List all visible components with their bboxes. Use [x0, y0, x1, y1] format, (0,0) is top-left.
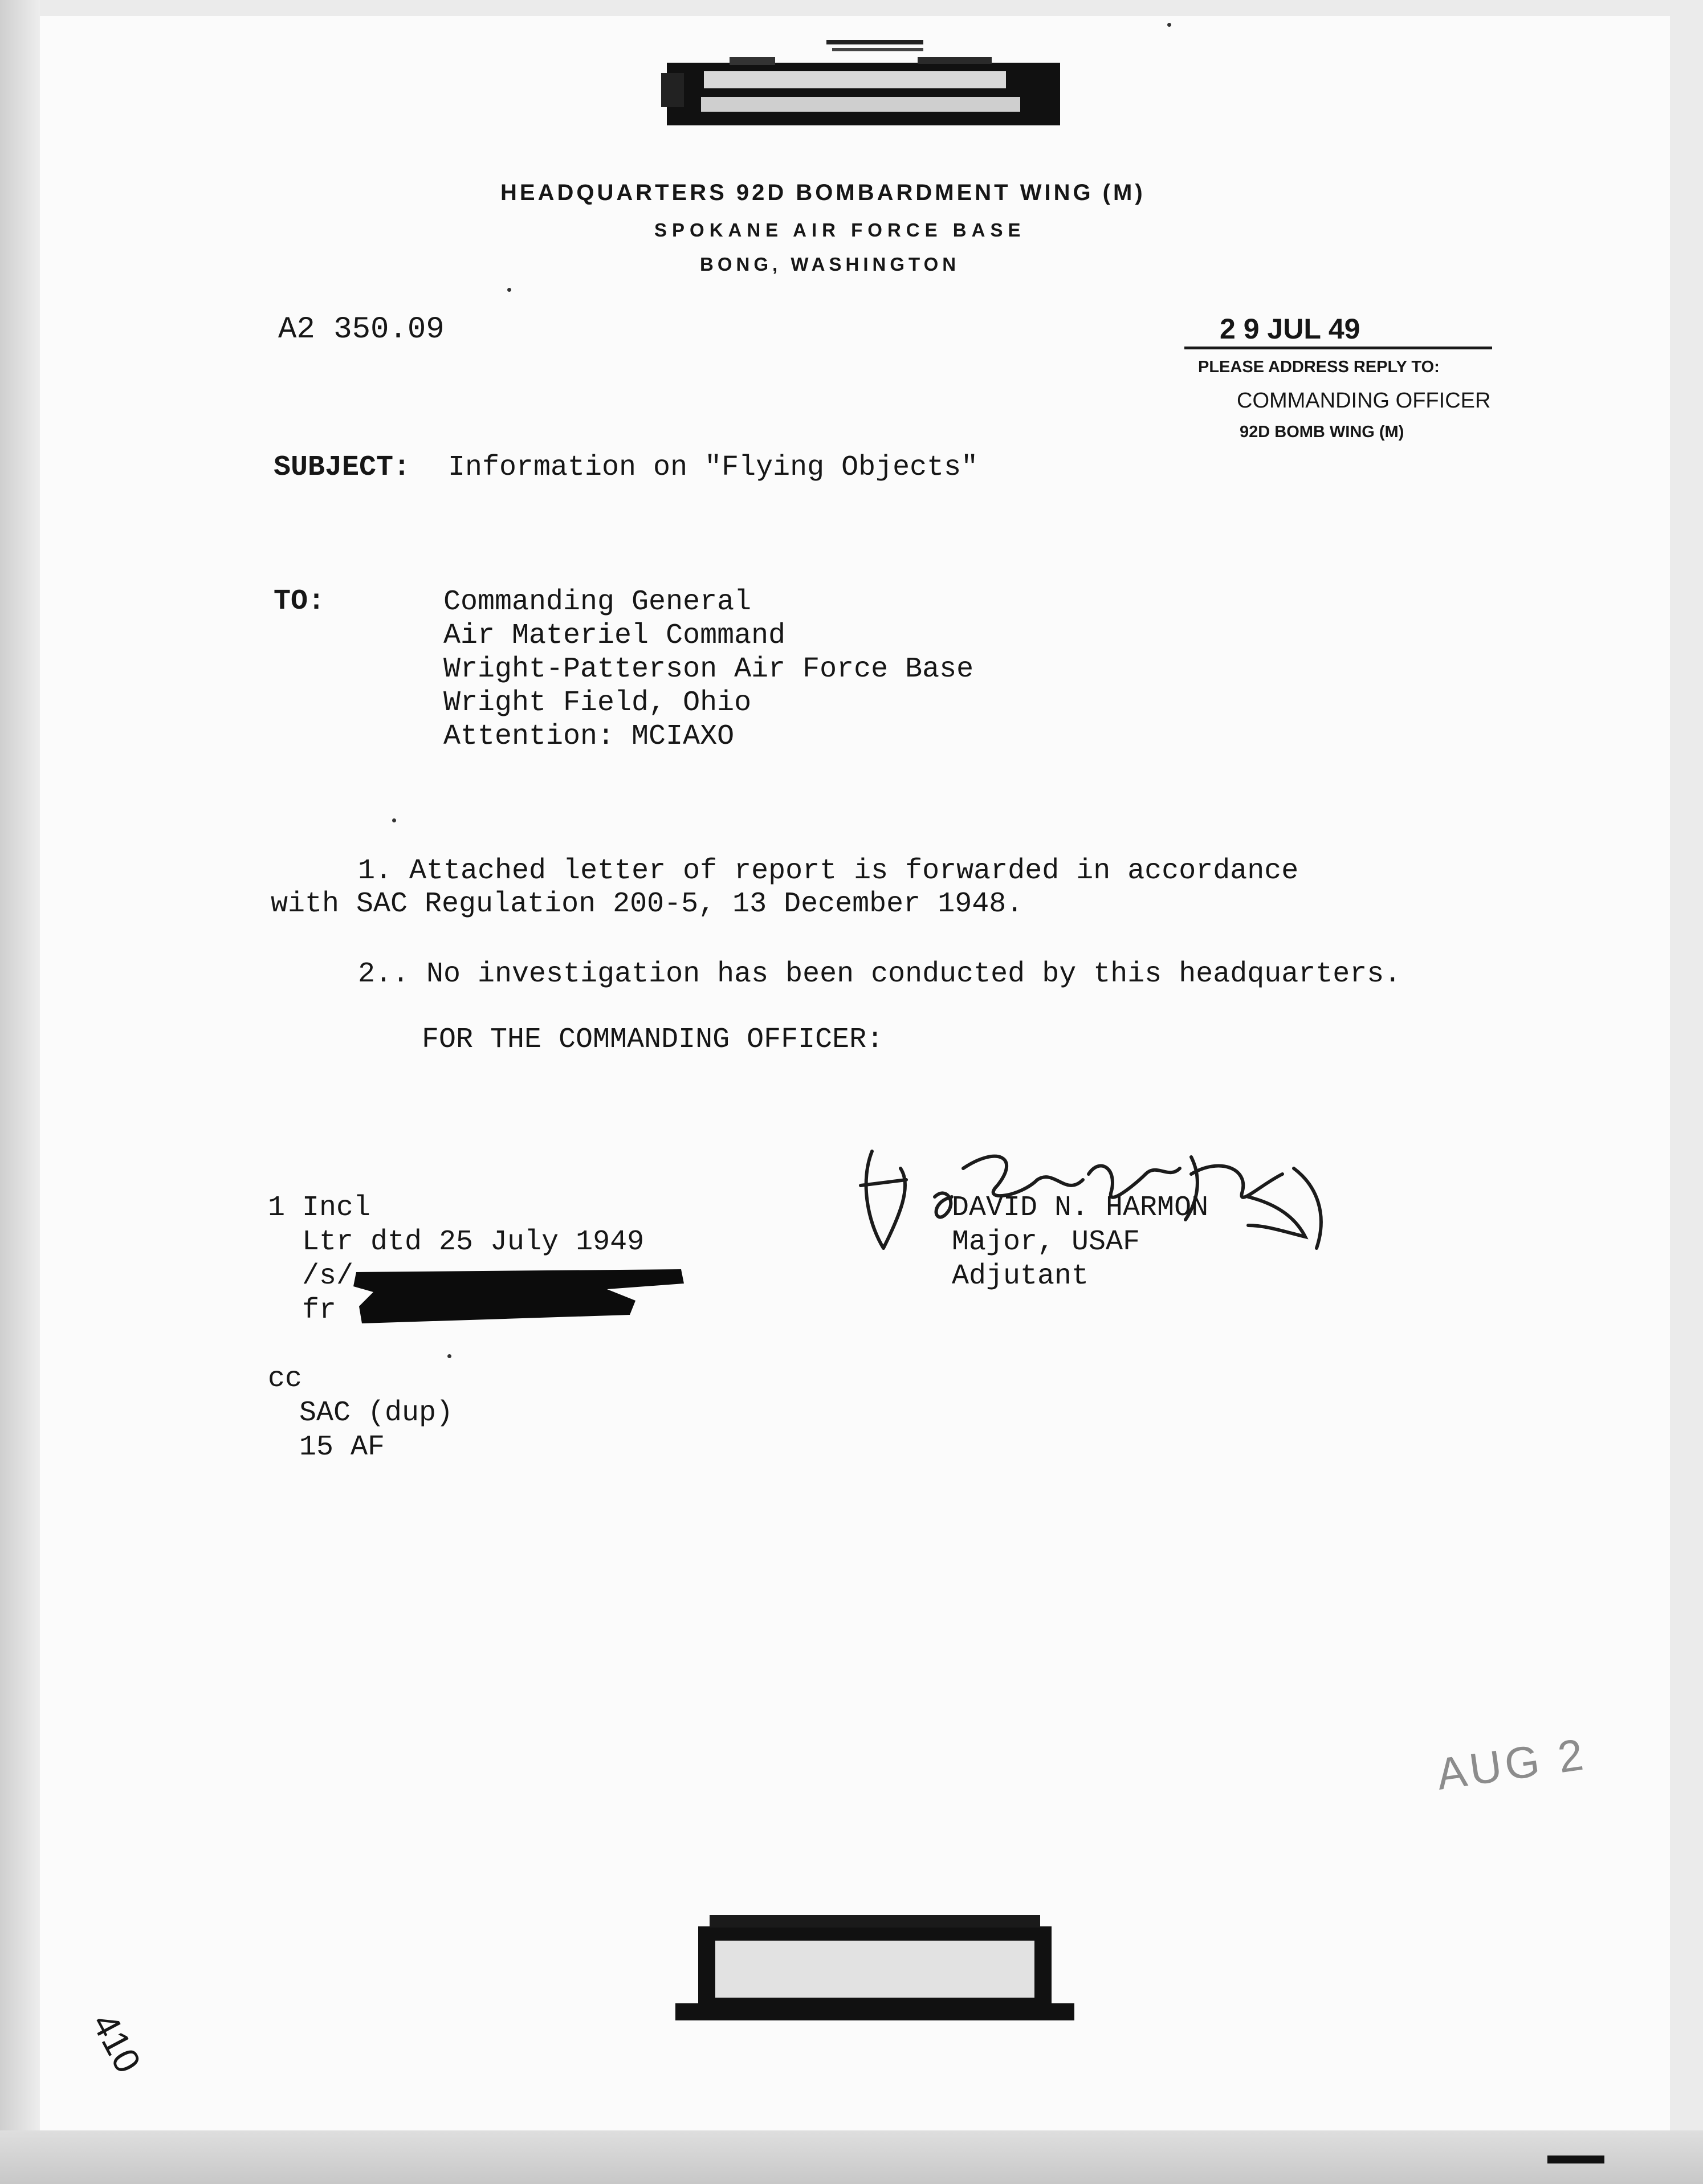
reply-line-2: COMMANDING OFFICER — [1237, 389, 1491, 413]
top-classification-stamp — [661, 40, 1066, 131]
scan-bottom-edge — [0, 2130, 1703, 2184]
date-rule — [1184, 347, 1492, 349]
reply-line-3: 92D BOMB WING (M) — [1240, 423, 1404, 441]
received-date-stamp: AUG 2 — [1433, 1729, 1590, 1799]
page-number: 410 — [84, 2006, 149, 2080]
paragraph-1-line-1: 1. Attached letter of report is forwarded in accordance — [358, 855, 1299, 887]
for-commanding-officer: FOR THE COMMANDING OFFICER: — [422, 1024, 884, 1056]
subject-text: Information on "Flying Objects" — [448, 451, 979, 484]
enclosure-signed: /s/ — [302, 1260, 354, 1293]
cc-item: 15 AF — [299, 1431, 385, 1464]
enclosure-letter: Ltr dtd 25 July 1949 — [302, 1226, 645, 1258]
signature-block — [952, 1191, 1208, 1294]
signer-name: DAVID N. HARMON — [952, 1192, 1209, 1224]
speck — [447, 1354, 451, 1358]
letterhead-line-3: BONG, WASHINGTON — [700, 254, 960, 275]
enclosure-from: fr — [302, 1294, 337, 1327]
speck — [507, 288, 511, 292]
addressee-block — [443, 585, 973, 753]
speck — [392, 818, 396, 822]
paragraph-2: 2.. No investigation has been conducted by this headquarters. — [358, 958, 1401, 991]
letterhead-line-2: SPOKANE AIR FORCE BASE — [654, 219, 1026, 241]
redaction-bar — [339, 1261, 692, 1332]
addressee-line: Commanding General — [443, 586, 752, 618]
addressee-line: Attention: MCIAXO — [443, 720, 735, 753]
signer-rank: Major, USAF — [952, 1226, 1140, 1258]
addressee-line: Air Materiel Command — [443, 620, 786, 652]
addressee-line: Wright-Patterson Air Force Base — [443, 653, 974, 686]
scan-mark — [1547, 2156, 1604, 2163]
cc-block — [268, 1362, 453, 1465]
subject-label: SUBJECT: — [274, 451, 411, 484]
addressee-line: Wright Field, Ohio — [443, 687, 752, 719]
to-label: TO: — [274, 585, 325, 618]
speck — [1167, 23, 1171, 27]
file-number: A2 350.09 — [278, 312, 445, 347]
letterhead-line-1: HEADQUARTERS 92D BOMBARDMENT WING (M) — [500, 180, 1146, 205]
enclosure-count: 1 Incl — [268, 1192, 371, 1224]
paragraph-1-line-2: with SAC Regulation 200-5, 13 December 1948. — [271, 888, 1024, 920]
cc-label: cc — [268, 1363, 303, 1395]
signer-title: Adjutant — [952, 1260, 1089, 1293]
document-date: 2 9 JUL 49 — [1220, 313, 1360, 345]
bottom-classification-stamp — [675, 1915, 1074, 2026]
scan-left-edge — [0, 0, 40, 2184]
reply-line-1: PLEASE ADDRESS REPLY TO: — [1198, 358, 1440, 376]
cc-item: SAC (dup) — [299, 1397, 454, 1429]
